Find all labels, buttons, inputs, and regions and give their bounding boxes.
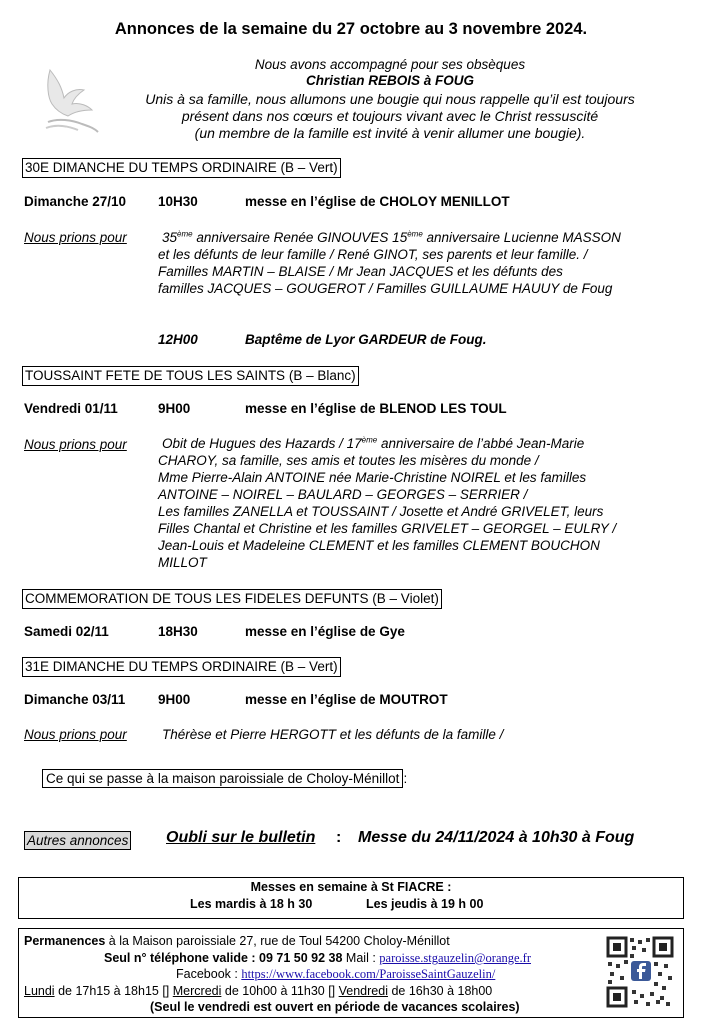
facebook-link[interactable]: https://www.facebook.com/ParoisseSaintGauzelin/ [241, 967, 496, 981]
intention-line: Mme Pierre-Alain ANTOINE née Marie-Christine NOIREL et les familles [158, 470, 587, 485]
intention-line: Thérèse et Pierre HERGOTT et les défunts de la famille / [162, 727, 504, 742]
intention-line: ANTOINE – NOIREL – BAULARD – GEORGES – SERRIER / [158, 487, 528, 502]
mass-day: Vendredi 01/11 [24, 401, 118, 416]
facebook-label: Facebook : [176, 967, 242, 981]
intention-line [162, 435, 682, 452]
facebook-line [176, 967, 495, 982]
superscript: ème [361, 435, 378, 445]
mercredi-label: Mercredi [172, 984, 222, 998]
mass-place: messe en l’église de BLENOD LES TOUL [245, 401, 507, 416]
prions-label: Nous prions pour [24, 727, 127, 742]
lundi-hours: de 17h15 à 18h15 [] [54, 984, 173, 998]
phone-label: Seul n° téléphone valide : 09 71 50 92 38 [104, 951, 343, 965]
semaine-title: Messes en semaine à St FIACRE : [250, 880, 452, 894]
bapteme-time: 12H00 [158, 332, 198, 347]
mass-day: Dimanche 27/10 [24, 194, 127, 209]
permanences-note: (Seul le vendredi est ouvert en période de vacances scolaires) [150, 1000, 520, 1014]
section-header: TOUSSAINT FETE DE TOUS LES SAINTS (B – Blanc) [22, 366, 359, 386]
mass-place: messe en l’église de Gye [245, 624, 405, 639]
intention-line: familles JACQUES – GOUGEROT / Familles GUILLAUME HAUUY de Foug [158, 281, 613, 296]
intention-line: CHAROY, sa famille, ses amis et toutes les misères du monde / [158, 453, 539, 468]
superscript: ème [407, 229, 423, 239]
superscript: ème [177, 229, 193, 239]
mass-time: 9H00 [158, 401, 191, 416]
qr-code-icon[interactable] [605, 935, 675, 1009]
obituary-line: présent dans nos cœurs et toujours vivant avec le Christ ressuscité [181, 108, 599, 124]
mass-time: 18H30 [158, 624, 198, 639]
obituary-line: (un membre de la famille est invité à venir allumer une bougie). [194, 125, 586, 141]
intention-line [162, 229, 682, 246]
vendredi-label: Vendredi [338, 984, 388, 998]
permanences-label: Permanences [24, 934, 106, 948]
maison-box: Ce qui se passe à la maison paroissiale de Choloy-Ménillot [42, 769, 403, 788]
lundi-label: Lundi [24, 984, 55, 998]
intention-line: Filles Chantal et Christine et les familles GRIVELET – GEORGEL – EULRY / [158, 521, 617, 536]
intention-text: anniversaire de l’abbé Jean-Marie [377, 436, 585, 451]
intention-line: Familles MARTIN – BLAISE / Mr Jean JACQUES et les défunts des [158, 264, 563, 279]
maison-line [42, 771, 407, 787]
oubli-text: Messe du 24/11/2024 à 10h30 à Foug [358, 829, 635, 846]
mass-place: messe en l’église de MOUTROT [245, 692, 448, 707]
dove-icon [38, 62, 102, 136]
mass-time: 9H00 [158, 692, 191, 707]
mass-day: Dimanche 03/11 [24, 692, 126, 707]
intention-text: anniversaire Lucienne MASSON [422, 230, 621, 245]
oubli-colon: : [336, 829, 342, 846]
obituary-name: Christian REBOIS à FOUG [305, 73, 475, 88]
intention-line: Les familles ZANELLA et TOUSSAINT / Josette et André GRIVELET, leurs [158, 504, 604, 519]
bapteme-text: Baptême de Lyor GARDEUR de Foug. [245, 332, 487, 347]
prions-label: Nous prions pour [24, 230, 127, 245]
mercredi-hours: de 10h00 à 11h30 [] [221, 984, 339, 998]
intention-line: Jean-Louis et Madeleine CLEMENT et les familles CLEMENT BOUCHON [158, 538, 600, 553]
phone-line [104, 951, 531, 966]
mass-day: Samedi 02/11 [24, 624, 109, 639]
permanences-line [24, 934, 450, 948]
hours-line [24, 984, 600, 998]
mail-label: Mail : [342, 951, 380, 965]
intention-line: et les défunts de leur famille / René GINOT, ses parents et leur famille. / [158, 247, 588, 262]
prions-label: Nous prions pour [24, 437, 127, 452]
mass-place: messe en l’église de CHOLOY MENILLOT [245, 194, 510, 209]
mail-link[interactable]: paroisse.stgauzelin@orange.fr [379, 951, 531, 965]
section-header: 31E DIMANCHE DU TEMPS ORDINAIRE (B – Vert) [22, 657, 341, 677]
autres-annonces-label: Autres annonces [24, 831, 131, 850]
intention-text: anniversaire Renée GINOUVES 15 [192, 230, 408, 245]
section-header: COMMEMORATION DE TOUS LES FIDELES DEFUNTS (B – Violet) [22, 589, 442, 609]
vendredi-hours: de 16h30 à 18h00 [387, 984, 493, 998]
mass-time: 10H30 [158, 194, 198, 209]
intention-text: Obit de Hugues des Hazards / 17 [162, 436, 362, 451]
section-header: 30E DIMANCHE DU TEMPS ORDINAIRE (B – Vert) [22, 158, 341, 178]
semaine-jeudis: Les jeudis à 19 h 00 [366, 897, 484, 911]
obituary-line: Unis à sa famille, nous allumons une bougie qui nous rappelle qu’il est toujours [145, 91, 635, 107]
intention-line: MILLOT [158, 555, 207, 570]
page-title: Annonces de la semaine du 27 octobre au 3 novembre 2024. [114, 20, 588, 38]
obituary-intro: Nous avons accompagné pour ses obsèques [254, 57, 526, 72]
permanences-address: à la Maison paroissiale 27, rue de Toul 54200 Choloy-Ménillot [105, 934, 450, 948]
oubli-label: Oubli sur le bulletin [166, 829, 316, 846]
intention-text: 35 [162, 230, 178, 245]
semaine-mardis: Les mardis à 18 h 30 [190, 897, 313, 911]
maison-colon: : [403, 771, 408, 786]
